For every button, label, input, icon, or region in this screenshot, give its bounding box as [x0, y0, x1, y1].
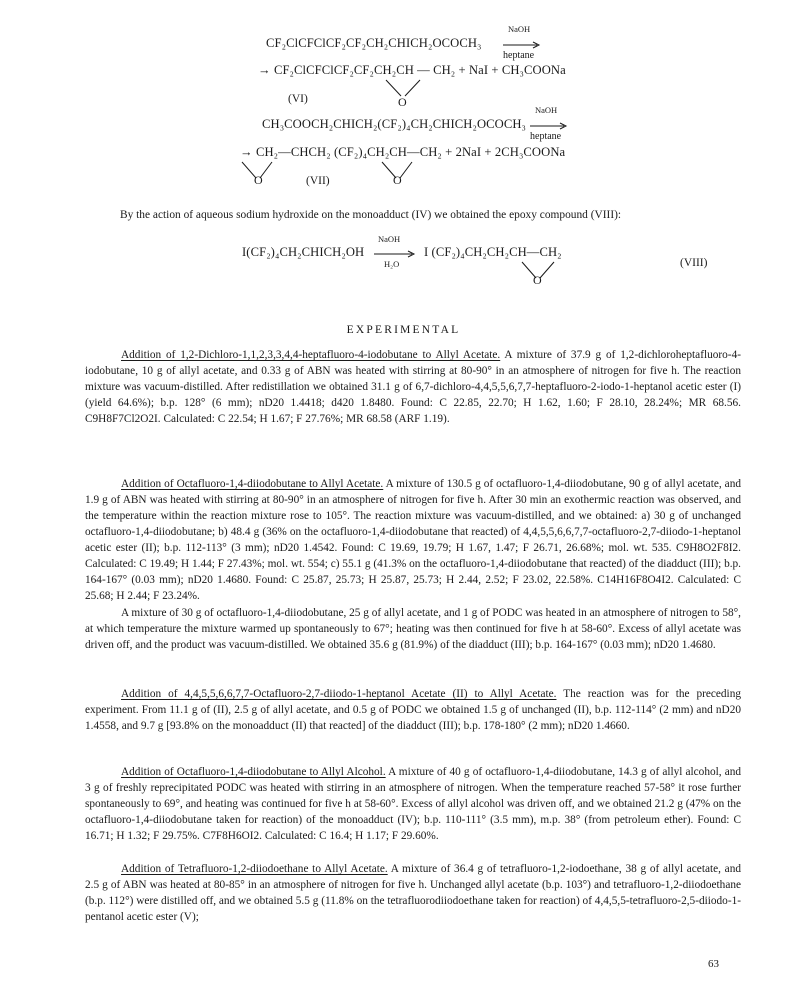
- scheme3-epoxide-oxygen: O: [533, 273, 542, 287]
- paragraph-5-title: Addition of Octafluoro-1,4-diiodobutane to Allyl Alcohol.: [121, 766, 386, 778]
- scheme2-reactant: CH₃COOCH₂CHICH₂(CF₂)₄CH₂CHICH₂OCOCH₃: [262, 117, 527, 131]
- paragraph-1-title: Addition of 1,2-Dichloro-1,1,2,3,3,4,4-heptafluoro-4-iodobutane to Allyl Acetate.: [121, 349, 501, 361]
- scheme2-epoxide-oxygen-right: O: [393, 173, 402, 187]
- page-number: 63: [708, 958, 719, 970]
- intro-sentence: By the action of aqueous sodium hydroxide on the monoadduct (IV) we obtained the epoxy compound (VIII):: [120, 209, 622, 221]
- paragraph-1: [85, 347, 741, 427]
- compound-label-vi: (VI): [288, 93, 308, 105]
- scheme1-product: → CF₂ClCFClCF₂CF₂CH₂CH — CH₂ + NaI + CH₃COONa: [258, 63, 566, 77]
- scheme1-epoxide-oxygen: O: [398, 95, 407, 109]
- scheme3-arrow: [374, 251, 418, 257]
- paragraph-3-body: A mixture of 30 g of octafluoro-1,4-diiodobutane, 25 g of allyl acetate, and 1 g of PODC was heated in an atmosphere of nitrogen to 58°, at which temperature the mixture warmed up spontaneously to 67°; heating was then continued for five h at 58-60°. Excess of allyl acetate was driven off, and the product was vacuum-distilled. We obtained 35.6 g (81.9%) of the diadduct (III); b.p. 164-167° (0.03 mm); nD20 1.4680.: [85, 607, 741, 651]
- scheme2-reagent-top: NaOH: [535, 105, 558, 115]
- paragraph-6: [85, 861, 741, 925]
- scheme3-reactant: I(CF₂)₄CH₂CHICH₂OH: [242, 245, 365, 259]
- paragraph-5-body: A mixture of 40 g of octafluoro-1,4-diiodobutane, 14.3 g of allyl alcohol, and 3 g of freshly reprecipitated PODC was heated with stirring in an atmosphere of nitrogen. When the temperature reached 57-58° it rose further spontaneously to 69°, and heating was continued for five h at 58-60°. Excess of allyl alcohol was driven off, and we obtained 21.2 g (47% on the octafluoro-1,4-diiodobutane taken for reaction) of the monoadduct (IV); b.p. 110-111° (3.5 mm), m.p. 38° (from petroleum ether). Found: C 16.71; H 1.32; F 29.75%. C7F8H6OI2. Calculated: C 16.4; H 1.17; F 29.60%.: [85, 766, 741, 842]
- paragraph-6-body: A mixture of 36.4 g of tetrafluoro-1,2-iodoethane, 38 g of allyl acetate, and 2.5 g of ABN was heated at 80-85° in an atmosphere of nitrogen for five h. Unchanged allyl acetate (b.p. 103°) and tetrafluoro-1,2-diiodoethane (b.p. 112°) were distilled off, and we obtained 5.5 g (11.8% on the tetrafluorodiiodoethane taken for reaction) of 4,4,5,5-tetrafluoro-2,5-diiodo-1-pentanol acetic ester (V);: [85, 863, 741, 923]
- paragraph-2-body: A mixture of 130.5 g of octafluoro-1,4-diiodobutane, 90 g of allyl acetate, and 1.9 g of ABN was heated with stirring at 80-90° in an atmosphere of nitrogen for five h. After 30 min an exothermic reaction was observed, and the temperature within the reaction mixture rose to 105°. The reaction mixture was vacuum-distilled, and we obtained: a) 30 g of unchanged octafluoro-1,4-diiodobutane; b) 48.4 g (36% on the octafluoro-1,4-diiodobutane that reacted) of 4,4,5,5,6,6,7,7-octafluoro-2,7-diiodo-1-heptanol acetic ester (II); b.p. 112-113° (3 mm); nD20 1.4542. Found: C 19.69, 19.79; H 1.67, 1.47; F 26.71, 26.68%; mol. wt. 535. C9H8O2F8I2. Calculated: C 19.49; H 1.44; F 27.43%; mol. wt. 554; c) 55.1 g (41.3% on the octafluoro-1,4-diiodobutane that reacted) of the diadduct (III); b.p. 164-167° (0.03 mm); nD20 1.4680. Found: C 25.87, 25.73; H 25.87, 25.73; H 2.44, 2.52; F 23.02, 22.58%. C14H16F8O4I2. Calculated: C 25.68; H 2.44; F 23.24%.: [85, 478, 742, 602]
- scheme1-reagent-bottom: heptane: [503, 50, 535, 61]
- scheme3-reagent-bottom: H₂O: [384, 259, 400, 269]
- scheme1-arrow: [503, 42, 543, 48]
- paragraph-3: [85, 605, 741, 653]
- scheme2-arrow: [530, 123, 570, 129]
- paragraph-1-body: A mixture of 37.9 g of 1,2-dichloroheptafluoro-4-iodobutane, 10 g of allyl acetate, and 0.33 g of ABN was heated with stirring at 80-90° in an atmosphere of nitrogen for five h. The reaction mixture was vacuum-distilled. After redistillation we obtained 31.1 g of 6,7-dichloro-4,4,5,5,6,7,7-heptafluoro-2-iodo-1-heptanol acetic ester (I) (yield 64.6%); b.p. 128° (6 mm); nD20 1.4418; d420 1.8480. Found: C 22.85, 22.70; H 1.62, 1.60; F 28.10, 28.24%; MR 68.56. C9H8F7Cl2O2I. Calculated: C 22.54; H 1.67; F 27.76%; MR 68.58 (ARF 1.19).: [85, 349, 741, 425]
- scheme3-product: I (CF₂)₄CH₂CH₂CH—CH₂: [424, 245, 562, 259]
- scheme3-reagent-top: NaOH: [378, 234, 401, 244]
- scheme2-product: → CH₂—CHCH₂ (CF₂)₄CH₂CH—CH₂ + 2NaI + 2CH₃COONa: [240, 145, 566, 159]
- compound-label-vii: (VII): [306, 175, 330, 187]
- paragraph-4-body: The reaction was for the preceding experiment. From 11.1 g of (II), 2.5 g of allyl acetate, and 0.5 g of PODC we obtained 1.5 g of unchanged (II), b.p. 112-114° (2 mm) and nD20 1.4558, and 9.7 g [93.8% on the monoadduct (II) that reacted] of the diadduct (III); b.p. 178-180° (2 mm); nD20 1.4660.: [85, 688, 741, 732]
- compound-label-viii: (VIII): [680, 257, 708, 269]
- paragraph-5: [85, 764, 741, 844]
- scheme2-reagent-bottom: heptane: [530, 131, 562, 142]
- scheme2-epoxide-oxygen-left: O: [254, 173, 263, 187]
- section-heading-experimental: EXPERIMENTAL: [346, 324, 461, 336]
- scheme1-reagent-top: NaOH: [508, 24, 531, 34]
- paragraph-6-title: Addition of Tetrafluoro-1,2-diiodoethane to Allyl Acetate.: [121, 863, 388, 875]
- paragraph-2-title: Addition of Octafluoro-1,4-diiodobutane to Allyl Acetate.: [121, 478, 384, 490]
- scheme1-reactant: CF₂ClCFClCF₂CF₂CH₂CHICH₂OCOCH₃: [266, 36, 482, 50]
- paragraph-2: [85, 476, 741, 604]
- paragraph-4-title: Addition of 4,4,5,5,6,6,7,7-Octafluoro-2,7-diiodo-1-heptanol Acetate (II) to Allyl Acetate.: [121, 688, 557, 700]
- paragraph-4: [85, 686, 741, 734]
